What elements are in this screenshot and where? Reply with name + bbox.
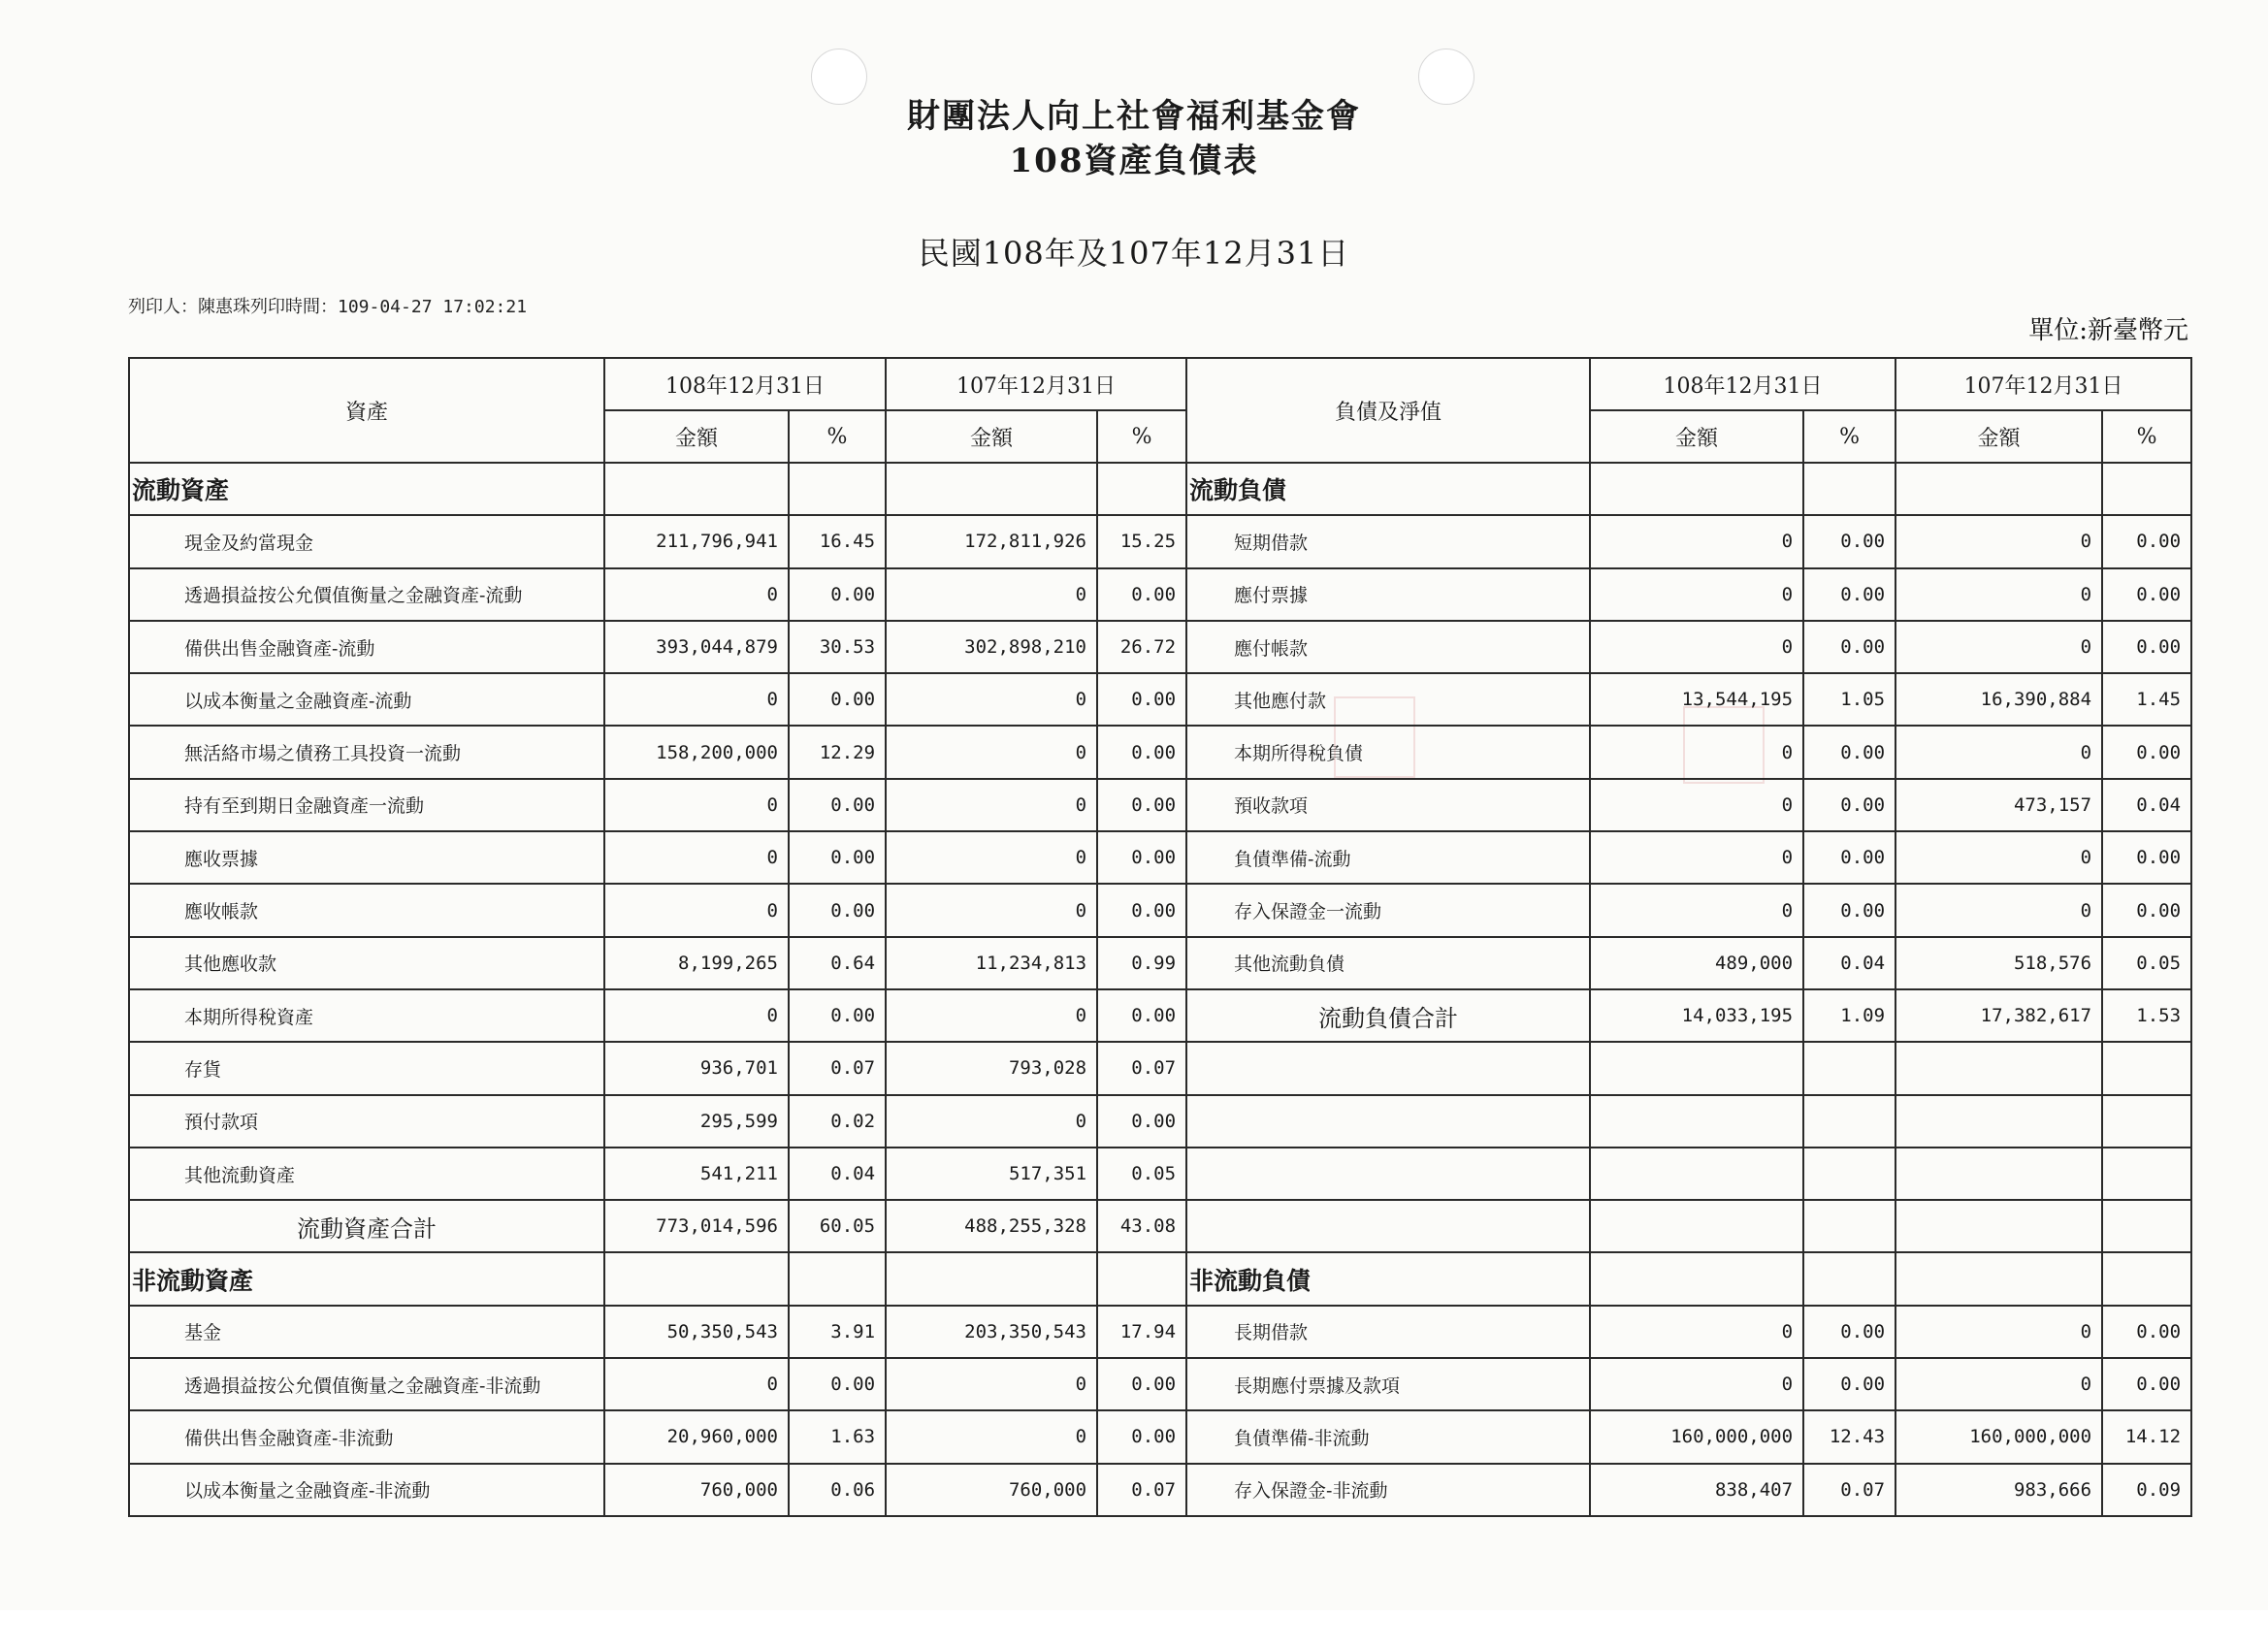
asset-item-name: 應收票據	[129, 831, 604, 884]
liability-item-name: 長期應付票據及款項	[1186, 1358, 1590, 1410]
empty-cell	[2102, 1042, 2191, 1094]
percent-107: 0.00	[1097, 568, 1186, 621]
amount-107: 0	[1895, 726, 2102, 778]
amount-108: 0	[604, 1358, 789, 1410]
amount-107: 0	[886, 726, 1097, 778]
amount-107: 17,382,617	[1895, 989, 2102, 1042]
asset-item-name: 備供出售金融資產-非流動	[129, 1410, 604, 1463]
liability-subtotal-label: 流動負債合計	[1186, 989, 1590, 1042]
percent-108: 0.00	[1803, 568, 1895, 621]
percent-107: 0.99	[1097, 937, 1186, 989]
percent-108: 0.00	[789, 884, 886, 936]
liability-item-name: 存入保證金一流動	[1186, 884, 1590, 936]
percent-107: 0.00	[1097, 726, 1186, 778]
asset-section-header: 非流動資產	[129, 1252, 604, 1305]
amount-header: 金額	[604, 410, 789, 463]
amount-header: 金額	[1895, 410, 2102, 463]
empty-cell	[1895, 1042, 2102, 1094]
amount-107: 760,000	[886, 1464, 1097, 1516]
empty-cell	[1590, 1042, 1803, 1094]
amount-108: 0	[1590, 726, 1803, 778]
percent-107: 0.00	[1097, 673, 1186, 726]
percent-header: %	[2102, 410, 2191, 463]
percent-108: 0.00	[1803, 884, 1895, 936]
empty-cell	[1803, 1200, 1895, 1252]
table-row	[129, 1095, 2191, 1148]
asset-item-name: 無活絡市場之債務工具投資一流動	[129, 726, 604, 778]
percent-108: 1.63	[789, 1410, 886, 1463]
amount-108: 13,544,195	[1590, 673, 1803, 726]
liability-item-name: 其他應付款	[1186, 673, 1590, 726]
percent-107: 14.12	[2102, 1410, 2191, 1463]
liability-item-name: 存入保證金-非流動	[1186, 1464, 1590, 1516]
amount-108: 8,199,265	[604, 937, 789, 989]
currency-unit: 單位:新臺幣元	[2028, 316, 2188, 345]
percent-108: 0.64	[789, 937, 886, 989]
liability-item-name: 長期借款	[1186, 1306, 1590, 1358]
scan-margin	[0, 1610, 2268, 1649]
percent-108: 12.43	[1803, 1410, 1895, 1463]
percent-107: 1.45	[2102, 673, 2191, 726]
amount-107: 172,811,926	[886, 515, 1097, 567]
amount-107: 0	[886, 1095, 1097, 1148]
percent-108: 0.00	[1803, 779, 1895, 831]
amount-108: 0	[604, 568, 789, 621]
empty-cell	[789, 1252, 886, 1305]
amount-108: 160,000,000	[1590, 1410, 1803, 1463]
table-row	[129, 726, 2191, 778]
table-row	[129, 884, 2191, 936]
amount-107: 0	[886, 1410, 1097, 1463]
asset-subtotal-label: 流動資產合計	[129, 1200, 604, 1252]
percent-107: 0.00	[2102, 831, 2191, 884]
amount-108: 936,701	[604, 1042, 789, 1094]
amount-108: 0	[1590, 621, 1803, 673]
table-row	[129, 673, 2191, 726]
percent-108: 0.04	[1803, 937, 1895, 989]
empty-cell	[789, 463, 886, 515]
empty-cell	[1803, 1148, 1895, 1200]
empty-cell	[1590, 1252, 1803, 1305]
amount-108: 158,200,000	[604, 726, 789, 778]
percent-107: 0.05	[1097, 1148, 1186, 1200]
liability-item-name: 應付票據	[1186, 568, 1590, 621]
amount-108: 50,350,543	[604, 1306, 789, 1358]
percent-107: 0.05	[2102, 937, 2191, 989]
asset-item-name: 應收帳款	[129, 884, 604, 936]
organization-name: 財團法人向上社會福利基金會	[907, 97, 1361, 136]
amount-108: 0	[1590, 884, 1803, 936]
percent-107: 0.00	[1097, 1410, 1186, 1463]
percent-108: 0.00	[1803, 1358, 1895, 1410]
percent-107: 0.00	[2102, 726, 2191, 778]
print-info: 列印人：陳惠珠列印時間：109-04-27 17:02:21	[128, 297, 528, 317]
percent-107: 0.00	[1097, 989, 1186, 1042]
amount-107: 16,390,884	[1895, 673, 2102, 726]
empty-cell	[886, 463, 1097, 515]
empty-cell	[1186, 1200, 1590, 1252]
empty-cell	[1097, 1252, 1186, 1305]
percent-108: 0.00	[789, 568, 886, 621]
amount-107: 0	[886, 779, 1097, 831]
percent-108: 0.00	[789, 1358, 886, 1410]
amount-107: 0	[886, 673, 1097, 726]
asset-item-name: 以成本衡量之金融資產-非流動	[129, 1464, 604, 1516]
percent-108: 0.00	[789, 831, 886, 884]
amount-108: 0	[1590, 515, 1803, 567]
empty-cell	[1895, 1252, 2102, 1305]
amount-107: 11,234,813	[886, 937, 1097, 989]
amount-107: 203,350,543	[886, 1306, 1097, 1358]
empty-cell	[886, 1252, 1097, 1305]
empty-cell	[2102, 1200, 2191, 1252]
amount-107: 0	[1895, 568, 2102, 621]
table-row	[129, 1042, 2191, 1094]
table-row	[129, 1252, 2191, 1305]
percent-header: %	[1097, 410, 1186, 463]
table-row	[129, 1306, 2191, 1358]
percent-108: 3.91	[789, 1306, 886, 1358]
table-row	[129, 1358, 2191, 1410]
percent-107: 0.00	[2102, 884, 2191, 936]
report-date: 民國108年及107年12月31日	[918, 235, 1350, 272]
amount-107: 0	[1895, 1306, 2102, 1358]
table-body	[129, 463, 2191, 1516]
amount-108: 0	[604, 831, 789, 884]
amount-108: 0	[604, 779, 789, 831]
empty-cell	[1895, 1148, 2102, 1200]
percent-107: 0.09	[2102, 1464, 2191, 1516]
amount-107: 488,255,328	[886, 1200, 1097, 1252]
percent-107: 0.00	[1097, 884, 1186, 936]
report-title: 108資產負債表	[1009, 142, 1259, 180]
asset-item-name: 以成本衡量之金融資產-流動	[129, 673, 604, 726]
amount-108: 760,000	[604, 1464, 789, 1516]
empty-cell	[1895, 463, 2102, 515]
empty-cell	[1803, 463, 1895, 515]
y108-liabilities-header: 108年12月31日	[1590, 358, 1895, 410]
assets-column-header: 資產	[129, 358, 604, 463]
amount-108: 0	[1590, 568, 1803, 621]
percent-107: 0.00	[2102, 1306, 2191, 1358]
amount-107: 0	[886, 831, 1097, 884]
percent-108: 0.02	[789, 1095, 886, 1148]
y107-liabilities-header: 107年12月31日	[1895, 358, 2191, 410]
empty-cell	[1895, 1095, 2102, 1148]
asset-item-name: 本期所得稅資產	[129, 989, 604, 1042]
table-row	[129, 779, 2191, 831]
table-header	[129, 358, 2191, 463]
amount-107: 0	[1895, 884, 2102, 936]
amount-108: 838,407	[1590, 1464, 1803, 1516]
liability-item-name: 負債準備-流動	[1186, 831, 1590, 884]
liability-section-header: 非流動負債	[1186, 1252, 1590, 1305]
table-row	[129, 989, 2191, 1042]
percent-108: 0.00	[1803, 831, 1895, 884]
liability-item-name: 應付帳款	[1186, 621, 1590, 673]
percent-header: %	[789, 410, 886, 463]
percent-108: 0.07	[1803, 1464, 1895, 1516]
percent-108: 0.00	[1803, 1306, 1895, 1358]
amount-header: 金額	[886, 410, 1097, 463]
amount-107: 473,157	[1895, 779, 2102, 831]
empty-cell	[1097, 463, 1186, 515]
table-row	[129, 621, 2191, 673]
amount-107: 0	[1895, 1358, 2102, 1410]
percent-107: 1.53	[2102, 989, 2191, 1042]
amount-107: 517,351	[886, 1148, 1097, 1200]
empty-cell	[1590, 1148, 1803, 1200]
table-row	[129, 1148, 2191, 1200]
amount-108: 0	[604, 673, 789, 726]
percent-107: 26.72	[1097, 621, 1186, 673]
table-row	[129, 1200, 2191, 1252]
amount-107: 0	[1895, 515, 2102, 567]
percent-108: 1.09	[1803, 989, 1895, 1042]
y107-assets-header: 107年12月31日	[886, 358, 1186, 410]
amount-108: 0	[604, 989, 789, 1042]
asset-item-name: 透過損益按公允價值衡量之金融資產-流動	[129, 568, 604, 621]
y108-assets-header: 108年12月31日	[604, 358, 886, 410]
amount-108: 0	[1590, 831, 1803, 884]
amount-108: 14,033,195	[1590, 989, 1803, 1042]
empty-cell	[1803, 1095, 1895, 1148]
percent-108: 1.05	[1803, 673, 1895, 726]
amount-108: 0	[1590, 1358, 1803, 1410]
percent-header: %	[1803, 410, 1895, 463]
liabilities-column-header: 負債及淨值	[1186, 358, 1590, 463]
percent-107: 0.00	[2102, 1358, 2191, 1410]
empty-cell	[1895, 1200, 2102, 1252]
amount-107: 302,898,210	[886, 621, 1097, 673]
empty-cell	[1186, 1148, 1590, 1200]
empty-cell	[2102, 1148, 2191, 1200]
amount-108: 489,000	[1590, 937, 1803, 989]
percent-108: 0.00	[789, 779, 886, 831]
empty-cell	[1803, 1252, 1895, 1305]
asset-item-name: 備供出售金融資產-流動	[129, 621, 604, 673]
amount-107: 983,666	[1895, 1464, 2102, 1516]
amount-107: 0	[886, 1358, 1097, 1410]
table-row	[129, 831, 2191, 884]
asset-item-name: 持有至到期日金融資產一流動	[129, 779, 604, 831]
asset-section-header: 流動資產	[129, 463, 604, 515]
header-row-years	[129, 358, 2191, 410]
percent-108: 0.00	[1803, 515, 1895, 567]
empty-cell	[2102, 1252, 2191, 1305]
percent-107: 17.94	[1097, 1306, 1186, 1358]
amount-108: 0	[1590, 779, 1803, 831]
table-row	[129, 463, 2191, 515]
percent-107: 0.00	[1097, 779, 1186, 831]
asset-item-name: 存貨	[129, 1042, 604, 1094]
liability-item-name: 預收款項	[1186, 779, 1590, 831]
amount-108: 773,014,596	[604, 1200, 789, 1252]
percent-107: 15.25	[1097, 515, 1186, 567]
liability-item-name: 短期借款	[1186, 515, 1590, 567]
percent-107: 0.00	[1097, 831, 1186, 884]
table-row	[129, 1464, 2191, 1516]
table-row	[129, 1410, 2191, 1463]
percent-107: 43.08	[1097, 1200, 1186, 1252]
table-row	[129, 515, 2191, 567]
percent-108: 0.00	[789, 989, 886, 1042]
amount-107: 793,028	[886, 1042, 1097, 1094]
percent-107: 0.00	[2102, 621, 2191, 673]
amount-107: 160,000,000	[1895, 1410, 2102, 1463]
liability-item-name: 本期所得稅負債	[1186, 726, 1590, 778]
empty-cell	[1590, 463, 1803, 515]
empty-cell	[1590, 1095, 1803, 1148]
percent-108: 30.53	[789, 621, 886, 673]
amount-108: 541,211	[604, 1148, 789, 1200]
amount-107: 0	[1895, 831, 2102, 884]
liability-item-name: 負債準備-非流動	[1186, 1410, 1590, 1463]
percent-107: 0.00	[1097, 1095, 1186, 1148]
amount-header: 金額	[1590, 410, 1803, 463]
empty-cell	[604, 1252, 789, 1305]
percent-108: 0.00	[1803, 726, 1895, 778]
percent-108: 0.07	[789, 1042, 886, 1094]
amount-107: 0	[886, 989, 1097, 1042]
percent-107: 0.00	[2102, 515, 2191, 567]
percent-108: 0.04	[789, 1148, 886, 1200]
percent-107: 0.04	[2102, 779, 2191, 831]
amount-108: 0	[604, 884, 789, 936]
empty-cell	[1803, 1042, 1895, 1094]
amount-107: 0	[886, 568, 1097, 621]
liability-section-header: 流動負債	[1186, 463, 1590, 515]
asset-item-name: 透過損益按公允價值衡量之金融資產-非流動	[129, 1358, 604, 1410]
empty-cell	[1186, 1095, 1590, 1148]
empty-cell	[1590, 1200, 1803, 1252]
percent-108: 0.00	[789, 673, 886, 726]
empty-cell	[2102, 463, 2191, 515]
asset-item-name: 其他流動資產	[129, 1148, 604, 1200]
amount-108: 211,796,941	[604, 515, 789, 567]
table-row	[129, 937, 2191, 989]
amount-108: 393,044,879	[604, 621, 789, 673]
asset-item-name: 基金	[129, 1306, 604, 1358]
percent-107: 0.07	[1097, 1464, 1186, 1516]
amount-108: 20,960,000	[604, 1410, 789, 1463]
percent-108: 0.06	[789, 1464, 886, 1516]
empty-cell	[2102, 1095, 2191, 1148]
balance-sheet-table	[128, 357, 2192, 1517]
amount-108: 0	[1590, 1306, 1803, 1358]
liability-item-name: 其他流動負債	[1186, 937, 1590, 989]
percent-108: 16.45	[789, 515, 886, 567]
amount-107: 0	[886, 884, 1097, 936]
empty-cell	[1186, 1042, 1590, 1094]
asset-item-name: 現金及約當現金	[129, 515, 604, 567]
amount-108: 295,599	[604, 1095, 789, 1148]
percent-107: 0.00	[1097, 1358, 1186, 1410]
asset-item-name: 預付款項	[129, 1095, 604, 1148]
percent-107: 0.00	[2102, 568, 2191, 621]
empty-cell	[604, 463, 789, 515]
amount-107: 0	[1895, 621, 2102, 673]
asset-item-name: 其他應收款	[129, 937, 604, 989]
amount-107: 518,576	[1895, 937, 2102, 989]
percent-107: 0.07	[1097, 1042, 1186, 1094]
percent-108: 60.05	[789, 1200, 886, 1252]
percent-108: 12.29	[789, 726, 886, 778]
percent-108: 0.00	[1803, 621, 1895, 673]
table-row	[129, 568, 2191, 621]
